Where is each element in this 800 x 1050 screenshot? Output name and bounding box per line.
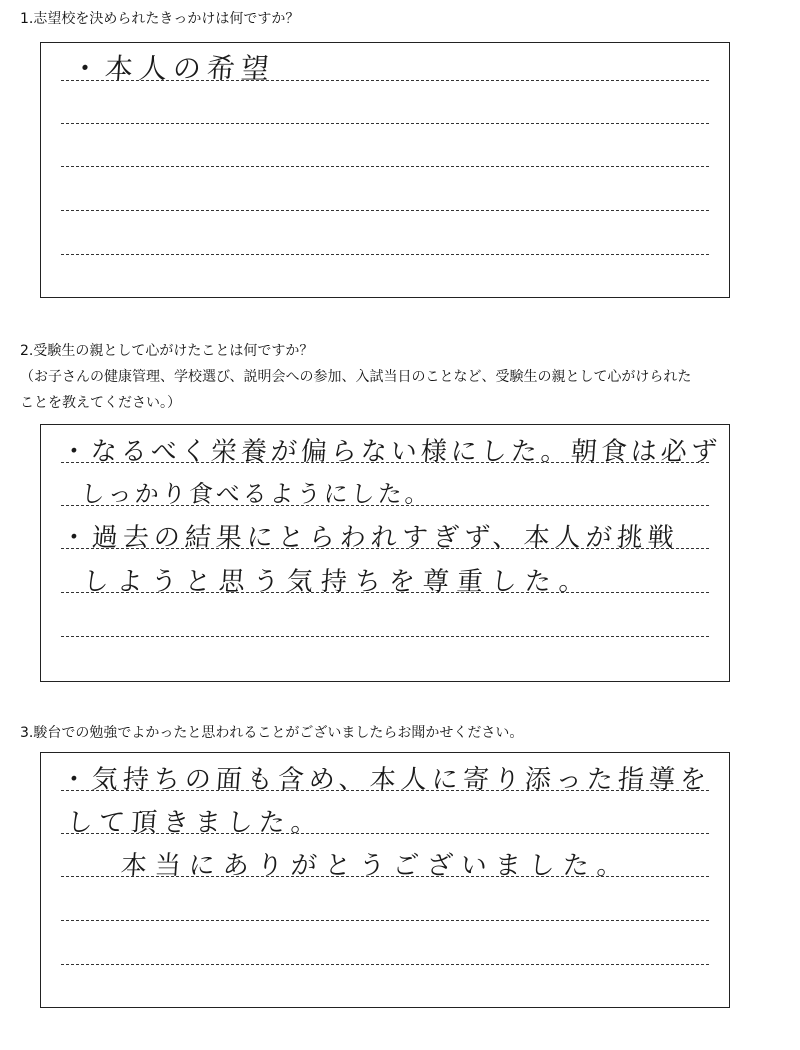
answer-2-line-2: しっかり食べるようにした。 <box>79 480 433 508</box>
ruled-line <box>61 964 709 965</box>
answer-3-line-3: 本当にありがとうございました。 <box>119 851 632 881</box>
answer-box-2 <box>40 424 730 682</box>
answer-2-line-3: ・過去の結果にとらわれすぎず、本人が挑戦 <box>59 523 680 553</box>
answer-3-line-2: して頂きました。 <box>65 808 324 838</box>
ruled-line <box>61 254 709 255</box>
ruled-line <box>61 166 709 167</box>
answer-2-line-4: しようと思う気持ちを尊重した。 <box>81 567 594 597</box>
ruled-line <box>61 123 709 124</box>
question-2-subtext-2: ことを教えてください。） <box>20 395 181 411</box>
question-3-label: 3.駿台での勉強でよかったと思われることがございましたらお聞かせください。 <box>20 725 524 741</box>
answer-1-line-1: ・本人の希望 <box>69 52 277 85</box>
answer-box-1 <box>40 42 730 298</box>
ruled-line <box>61 210 709 211</box>
ruled-line <box>61 636 709 637</box>
question-2-subtext-1: （お子さんの健康管理、学校選び、説明会への参加、入試当日のことなど、受験生の親として心がけられた <box>20 369 692 385</box>
question-2-label: 2.受験生の親として心がけたことは何ですか？ <box>20 343 314 359</box>
question-1-label: 1.志望校を決められたきっかけは何ですか？ <box>20 11 300 27</box>
answer-box-3 <box>40 752 730 1008</box>
answer-3-line-1: ・気持ちの面も含め、本人に寄り添った指導を <box>59 765 712 795</box>
ruled-line <box>61 920 709 921</box>
answer-2-line-1: ・なるべく栄養が偏らない様にした。朝食は必ず <box>59 437 722 467</box>
